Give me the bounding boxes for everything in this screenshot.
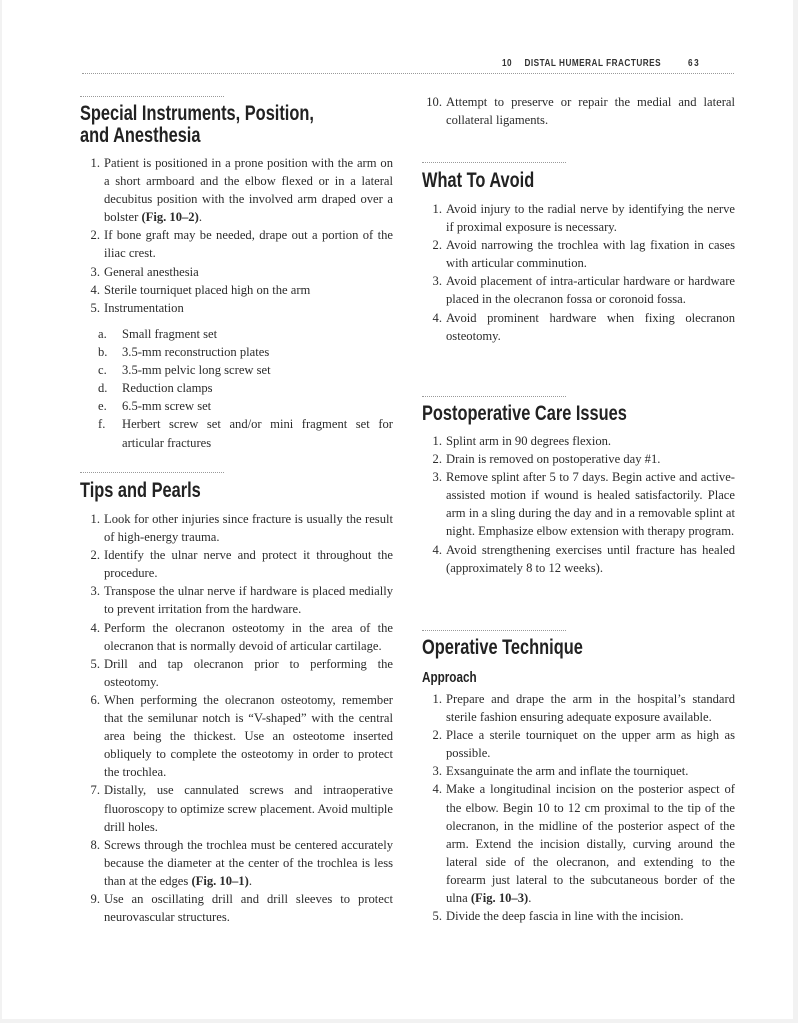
page-number: 63 [687, 58, 701, 69]
item-number: 2. [432, 452, 442, 467]
heading-line-1: Special Instruments, Position, [80, 102, 314, 125]
item-text: Perform the olecranon osteotomy in the area of the olecranon that is normally devoid of articular cartilage. [104, 620, 393, 653]
item-text: Screws through the trochlea must be centered accurately because the diameter at the center of the trochlea is less than at the edges [104, 837, 393, 888]
item-number: 5. [432, 909, 442, 924]
list-item [80, 510, 393, 546]
list-item [80, 281, 393, 299]
item-number: 2. [432, 728, 442, 743]
header-rule [82, 73, 734, 74]
sub-list-item [80, 415, 393, 451]
list-item [422, 309, 735, 345]
list-item [80, 655, 393, 691]
section-heading-postoperative-care: Postoperative Care Issues [422, 402, 627, 425]
item-number: 5. [90, 656, 100, 671]
postoperative-care-list [422, 432, 735, 577]
item-number: 3. [432, 274, 442, 289]
item-text: Place a sterile tourniquet on the upper arm as high as possible. [446, 728, 735, 761]
item-text: Look for other injuries since fracture is usually the result of high-energy trauma. [104, 512, 393, 545]
item-letter: f. [98, 417, 106, 432]
list-item [422, 450, 735, 468]
section-rule [422, 396, 566, 397]
item-tail: . [248, 873, 252, 888]
item-text: Use an oscillating drill and drill sleeves to protect neurovascular structures. [104, 891, 393, 925]
sub-list-item [80, 343, 393, 361]
item-letter: a. [98, 327, 107, 341]
list-item [422, 690, 735, 726]
item-text: Avoid injury to the radial nerve by identifying the nerve if proximal exposure is necessary. [446, 202, 735, 235]
list-item [422, 762, 735, 780]
operative-technique-list [422, 690, 735, 925]
item-text: Exsanguinate the arm and inflate the tourniquet. [446, 764, 689, 779]
item-text: Distally, use cannulated screws and intraoperative fluoroscopy to optimize screw placement. Avoid multiple drill holes. [104, 783, 394, 834]
item-text: Sterile tourniquet placed high on the arm [104, 282, 311, 297]
item-number: 1. [432, 434, 442, 448]
item-tail: . [198, 210, 202, 225]
book-page [2, 0, 793, 1019]
heading-line-2: and Anesthesia [80, 124, 201, 147]
item-text: Prepare and drape the arm in the hospital’s standard sterile fashion ensuring adequate exposure available. [446, 692, 735, 725]
list-item [422, 780, 735, 907]
item-number: 6. [90, 692, 100, 707]
list-item [80, 154, 393, 226]
sub-list-item [80, 379, 393, 397]
list-item [422, 726, 735, 762]
item-number: 1. [432, 692, 442, 706]
item-letter: c. [98, 363, 107, 378]
section-heading-operative-technique: Operative Technique [422, 636, 583, 659]
figure-reference: (Fig. 10–1) [191, 873, 249, 888]
figure-reference: (Fig. 10–3) [470, 891, 529, 906]
item-text: Reduction clamps [122, 381, 213, 396]
item-text: Avoid placement of intra-articular hardware or hardware placed in the olecranon fossa or coronoid fossa. [446, 274, 735, 307]
item-number: 1. [90, 156, 100, 170]
continued-list [422, 93, 735, 129]
item-number: 9. [90, 891, 100, 906]
sub-list-item [80, 397, 393, 415]
item-text: Identify the ulnar nerve and protect it throughout the procedure. [104, 548, 393, 581]
item-number: 2. [432, 238, 442, 253]
figure-reference: (Fig. 10–2) [141, 210, 199, 225]
item-text: 3.5-mm reconstruction plates [122, 345, 270, 360]
item-letter: d. [98, 381, 108, 396]
item-text: 3.5-mm pelvic long screw set [122, 363, 271, 378]
sub-list-item [80, 325, 393, 343]
running-head [502, 58, 701, 69]
item-text: Herbert screw set and/or mini fragment set for articular fractures [122, 417, 393, 450]
list-item [422, 541, 735, 577]
special-instruments-list [80, 154, 393, 317]
item-text: Transpose the ulnar nerve if hardware is placed medially to prevent irritation from the hardware. [104, 584, 393, 617]
item-number: 5. [90, 300, 100, 315]
item-number: 10. [426, 95, 442, 109]
item-number: 3. [90, 264, 100, 279]
section-rule [422, 162, 566, 163]
list-item [422, 432, 735, 450]
item-text: Drill and tap olecranon prior to performing the osteotomy. [104, 656, 393, 689]
list-item [80, 890, 393, 926]
list-item [80, 781, 393, 835]
list-item [422, 468, 735, 540]
item-text: General anesthesia [104, 264, 199, 279]
instrumentation-sublist [80, 325, 393, 452]
item-text: 6.5-mm screw set [122, 399, 212, 414]
list-item [422, 907, 735, 925]
item-text: Remove splint after 5 to 7 days. Begin active and active-assisted motion if wound is healed satisfactorily. Place arm in a sling during the day and in a removable splint at night. Emphasize elbow extension with therapy program. [446, 470, 735, 539]
section-heading-special-instruments [80, 103, 314, 147]
list-item [80, 836, 393, 890]
list-item [80, 226, 393, 262]
what-to-avoid-list [422, 200, 735, 345]
item-text: Avoid strengthening exercises until fracture has healed (approximately 8 to 12 weeks). [446, 542, 735, 575]
item-text: Drain is removed on postoperative day #1. [446, 452, 661, 467]
section-rule [422, 630, 566, 631]
section-heading-tips-and-pearls: Tips and Pearls [80, 479, 201, 502]
item-text: Divide the deep fascia in line with the incision. [446, 909, 684, 924]
item-text: When performing the olecranon osteotomy, remember that the semilunar notch is “V-shaped” with the central area being the thickest. Use an osteotome inserted obliquely to complete the osteotomy in order to protect the trochlea. [104, 692, 393, 780]
item-number: 3. [432, 470, 442, 485]
item-number: 4. [90, 282, 100, 297]
item-number: 4. [432, 542, 442, 557]
item-text: Make a longitudinal incision on the posterior aspect of the elbow. Begin 10 to 12 cm proximal to the tip of the olecranon, in the midline of the posterior aspect of the arm. Extend the incision distally, curving around the lateral side of the olecranon, and extending to the forearm just lateral to the subcutaneous border of the ulna [446, 782, 735, 906]
item-number: 1. [432, 202, 442, 216]
item-number: 4. [432, 310, 442, 325]
list-item [422, 236, 735, 272]
item-text: Patient is positioned in a prone position with the arm on a short armboard and the elbow flexed or in a lateral decubitus position with the involved arm draped over a bolster [104, 156, 393, 225]
item-text: Avoid prominent hardware when fixing olecranon osteotomy. [446, 310, 735, 343]
list-item [80, 619, 393, 655]
list-item [80, 299, 393, 317]
item-text: Instrumentation [104, 300, 184, 315]
sub-list-item [80, 361, 393, 379]
subheading-approach: Approach [422, 669, 477, 686]
list-item [80, 546, 393, 582]
section-rule [80, 96, 224, 97]
item-text: Splint arm in 90 degrees flexion. [446, 434, 612, 448]
item-number: 4. [90, 620, 100, 635]
list-item [80, 582, 393, 618]
item-number: 1. [90, 512, 100, 526]
list-item [422, 93, 735, 129]
item-tail: . [528, 891, 532, 906]
section-rule [80, 472, 224, 473]
list-item [422, 200, 735, 236]
tips-and-pearls-list [80, 510, 393, 926]
section-heading-what-to-avoid: What To Avoid [422, 169, 535, 192]
list-item [422, 272, 735, 308]
item-number: 4. [432, 782, 442, 797]
item-letter: e. [98, 399, 107, 414]
item-text: Attempt to preserve or repair the medial and lateral collateral ligaments. [446, 95, 735, 128]
item-number: 2. [90, 228, 100, 243]
list-item [80, 263, 393, 281]
item-number: 7. [90, 783, 100, 798]
list-item [80, 691, 393, 781]
item-text: Small fragment set [122, 327, 218, 341]
chapter-title: DISTAL HUMERAL FRACTURES [524, 58, 662, 69]
item-letter: b. [98, 345, 108, 360]
item-number: 3. [90, 584, 100, 599]
item-number: 3. [432, 764, 442, 779]
item-text: Avoid narrowing the trochlea with lag fixation in cases with articular comminution. [446, 238, 735, 271]
item-text: If bone graft may be needed, drape out a portion of the iliac crest. [104, 228, 393, 261]
item-number: 8. [90, 837, 100, 852]
chapter-number: 10 [502, 58, 513, 69]
item-number: 2. [90, 548, 100, 563]
